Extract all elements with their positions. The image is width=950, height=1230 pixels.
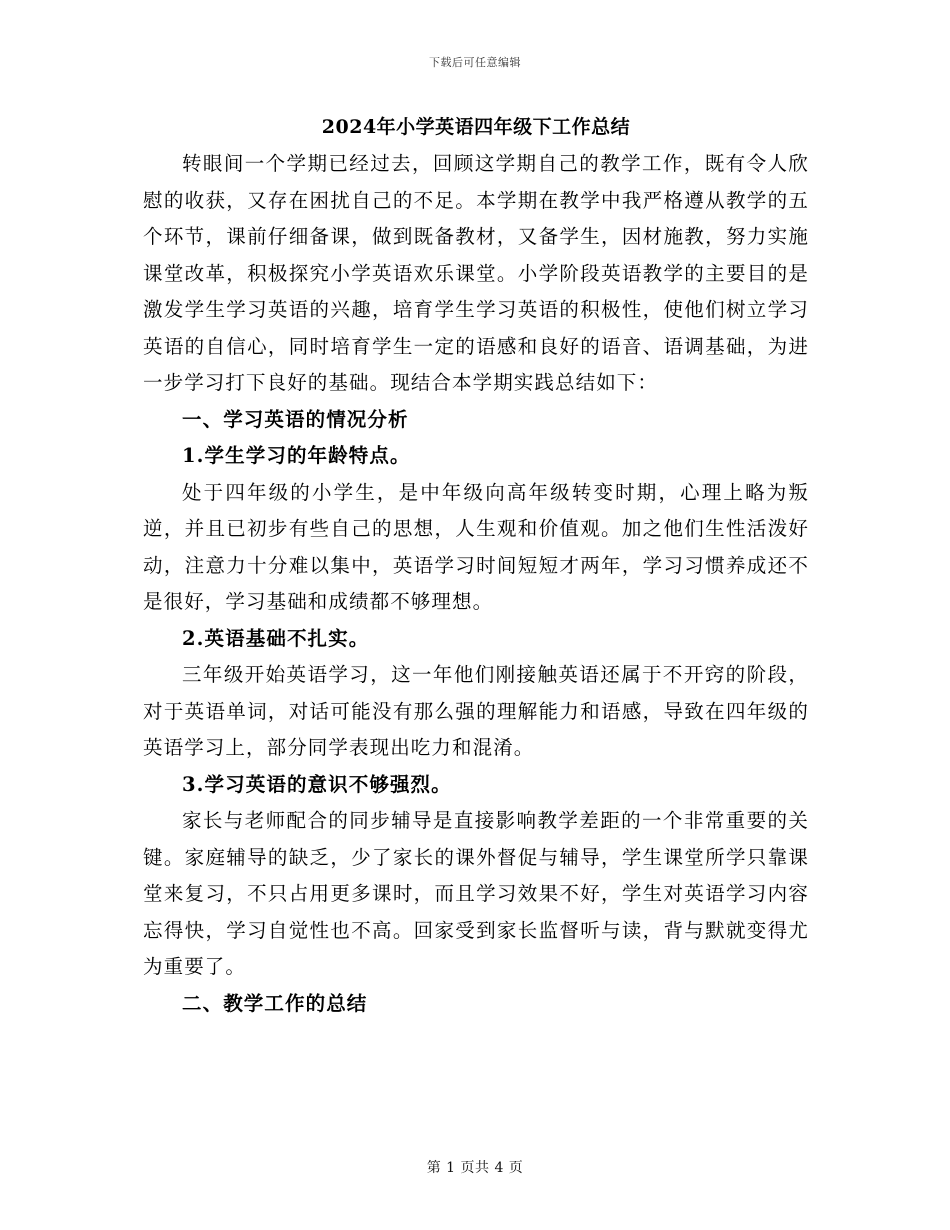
page-footer: 第 1 页共 4 页 (426, 1160, 524, 1176)
document-title: 2024年小学英语四年级下工作总结 (321, 116, 631, 138)
document-body (143, 112, 809, 1022)
subsection-3-paragraph: 家长与老师配合的同步辅导是直接影响教学差距的一个非常重要的关键。家庭辅导的缺乏，少了家长的课外督促与辅导，学生课堂所学只靠课堂来复习，不只占用更多课时，而且学习效果不好，学生对英语学习内容忘得快，学习自觉性也不高。回家受到家长监督听与读，背与默就变得尤为重要了。 (143, 809, 809, 978)
subsection-2-paragraph: 三年级开始英语学习，这一年他们刚接触英语还属于不开窍的阶段，对于英语单词，对话可能没有那么强的理解能力和语感，导致在四年级的英语学习上，部分同学表现出吃力和混淆。 (143, 663, 809, 759)
page-header: 下载后可任意编辑 (429, 56, 521, 69)
section-1-heading: 一、学习英语的情况分析 (182, 407, 409, 431)
subsection-1-paragraph: 处于四年级的小学生，是中年级向高年级转变时期，心理上略为叛逆，并且已初步有些自己的思想，人生观和价值观。加之他们生性活泼好动，注意力十分难以集中，英语学习时间短短才两年，学习习惯养成还不是很好，学习基础和成绩都不够理想。 (143, 480, 809, 613)
subsection-3-heading: 3.学习英语的意识不够强烈。 (182, 772, 452, 796)
subsection-1-heading: 1.学生学习的年龄特点。 (182, 444, 411, 467)
section-2-heading: 二、教学工作的总结 (182, 991, 368, 1015)
subsection-2-heading: 2.英语基础不扎实。 (182, 626, 370, 650)
intro-paragraph: 转眼间一个学期已经过去，回顾这学期自己的教学工作，既有令人欣慰的收获，又存在困扰自己的不足。本学期在教学中我严格遵从教学的五个环节，课前仔细备课，做到既备教材，又备学生，因材施教，努力实施课堂改革，积极探究小学英语欢乐课堂。小学阶段英语教学的主要目的是激发学生学习英语的兴趣，培育学生学习英语的积极性，使他们树立学习英语的自信心，同时培育学生一定的语感和良好的语音、语调基础，为进一步学习打下良好的基础。现结合本学期实践总结如下： (143, 152, 809, 394)
